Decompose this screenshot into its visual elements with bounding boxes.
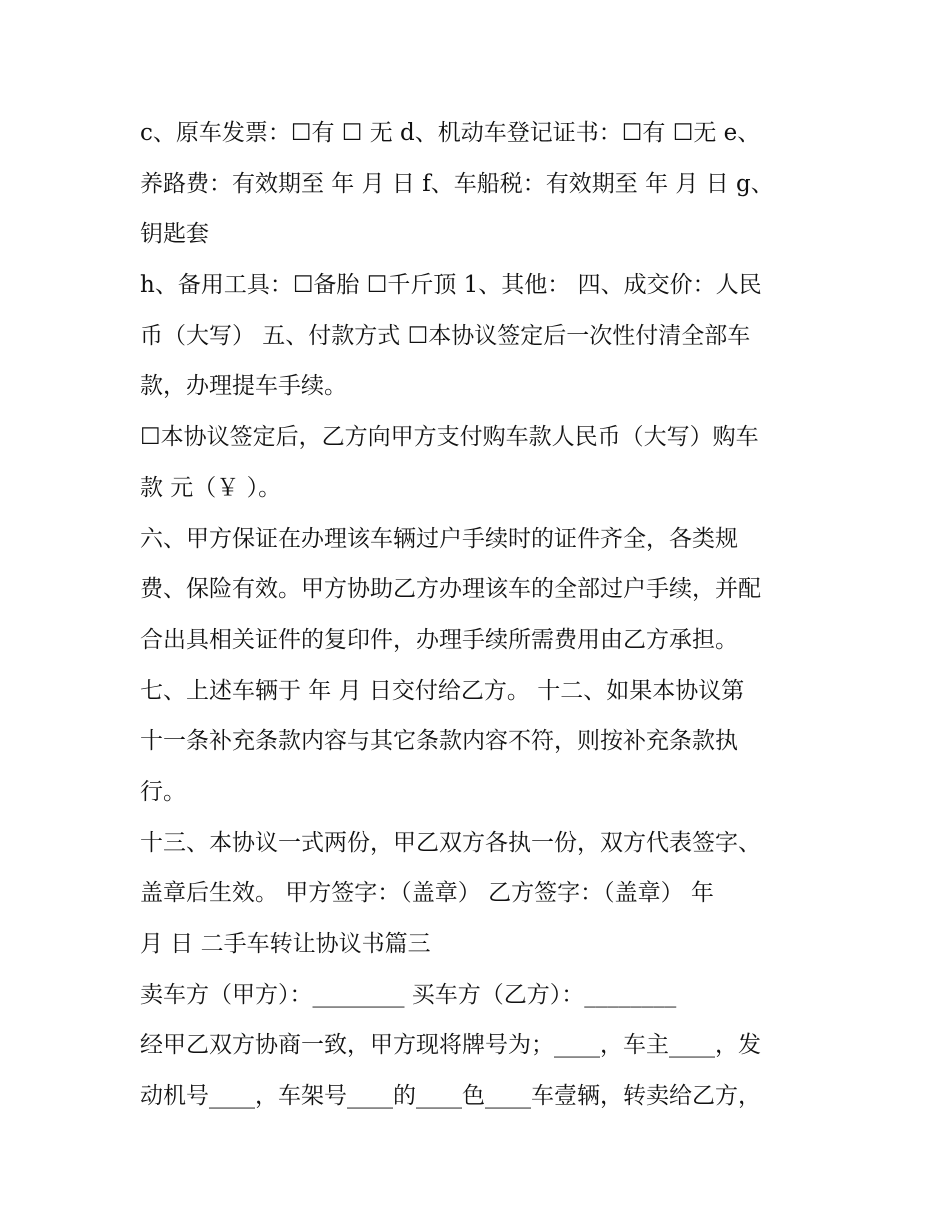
text-line: 月 日 二手车转让协议书篇三 <box>140 931 431 957</box>
text-line: 钥匙套 <box>140 221 209 248</box>
text-line: 款 元（￥ ）。 <box>140 474 282 501</box>
text-line: 费、保险有效。甲方协助乙方办理该车的全部过户手续，并配 <box>140 576 761 603</box>
text-line: 合出具相关证件的复印件，办理手续所需费用由乙方承担。 <box>140 626 738 653</box>
text-line: 盖章后生效。 甲方签字：（盖章） 乙方签字：（盖章） 年 <box>140 880 714 907</box>
text-line: 十一条补充条款内容与其它条款内容不符，则按补充条款执 <box>140 728 738 755</box>
text-line: 七、上述车辆于 年 月 日交付给乙方。 十二、如果本协议第 <box>140 677 745 704</box>
text-line: 经甲乙双方协商一致，甲方现将牌号为；____，车主____，发 <box>140 1032 761 1059</box>
text-line: h、备用工具：☐备胎 ☐千斤顶 1、其他： 四、成交价：人民 <box>140 272 762 299</box>
text-line: 款，办理提车手续。 <box>140 373 347 400</box>
text-line: 行。 <box>140 778 186 805</box>
document-body <box>140 108 820 1122</box>
text-line: 卖车方（甲方）：________ 买车方（乙方）：________ <box>140 981 677 1008</box>
text-line: 动机号____，车架号____的____色____车壹辆，转卖给乙方， <box>140 1083 761 1110</box>
text-line: 币（大写） 五、付款方式 ☐本协议签定后一次性付清全部车 <box>140 322 751 349</box>
text-line: c、原车发票：☐有 ☐ 无 d、机动车登记证书：☐有 ☐无 e、 <box>140 120 761 146</box>
text-line: 六、甲方保证在办理该车辆过户手续时的证件齐全，各类规 <box>140 525 738 552</box>
text-line: 养路费：有效期至 年 月 日 f、车船税：有效期至 年 月 日 g、 <box>140 170 774 197</box>
text-line: ☐本协议签定后，乙方向甲方支付购车款人民币（大写）购车 <box>140 424 759 451</box>
text-line: 十三、本协议一式两份，甲乙双方各执一份，双方代表签字、 <box>140 829 761 856</box>
